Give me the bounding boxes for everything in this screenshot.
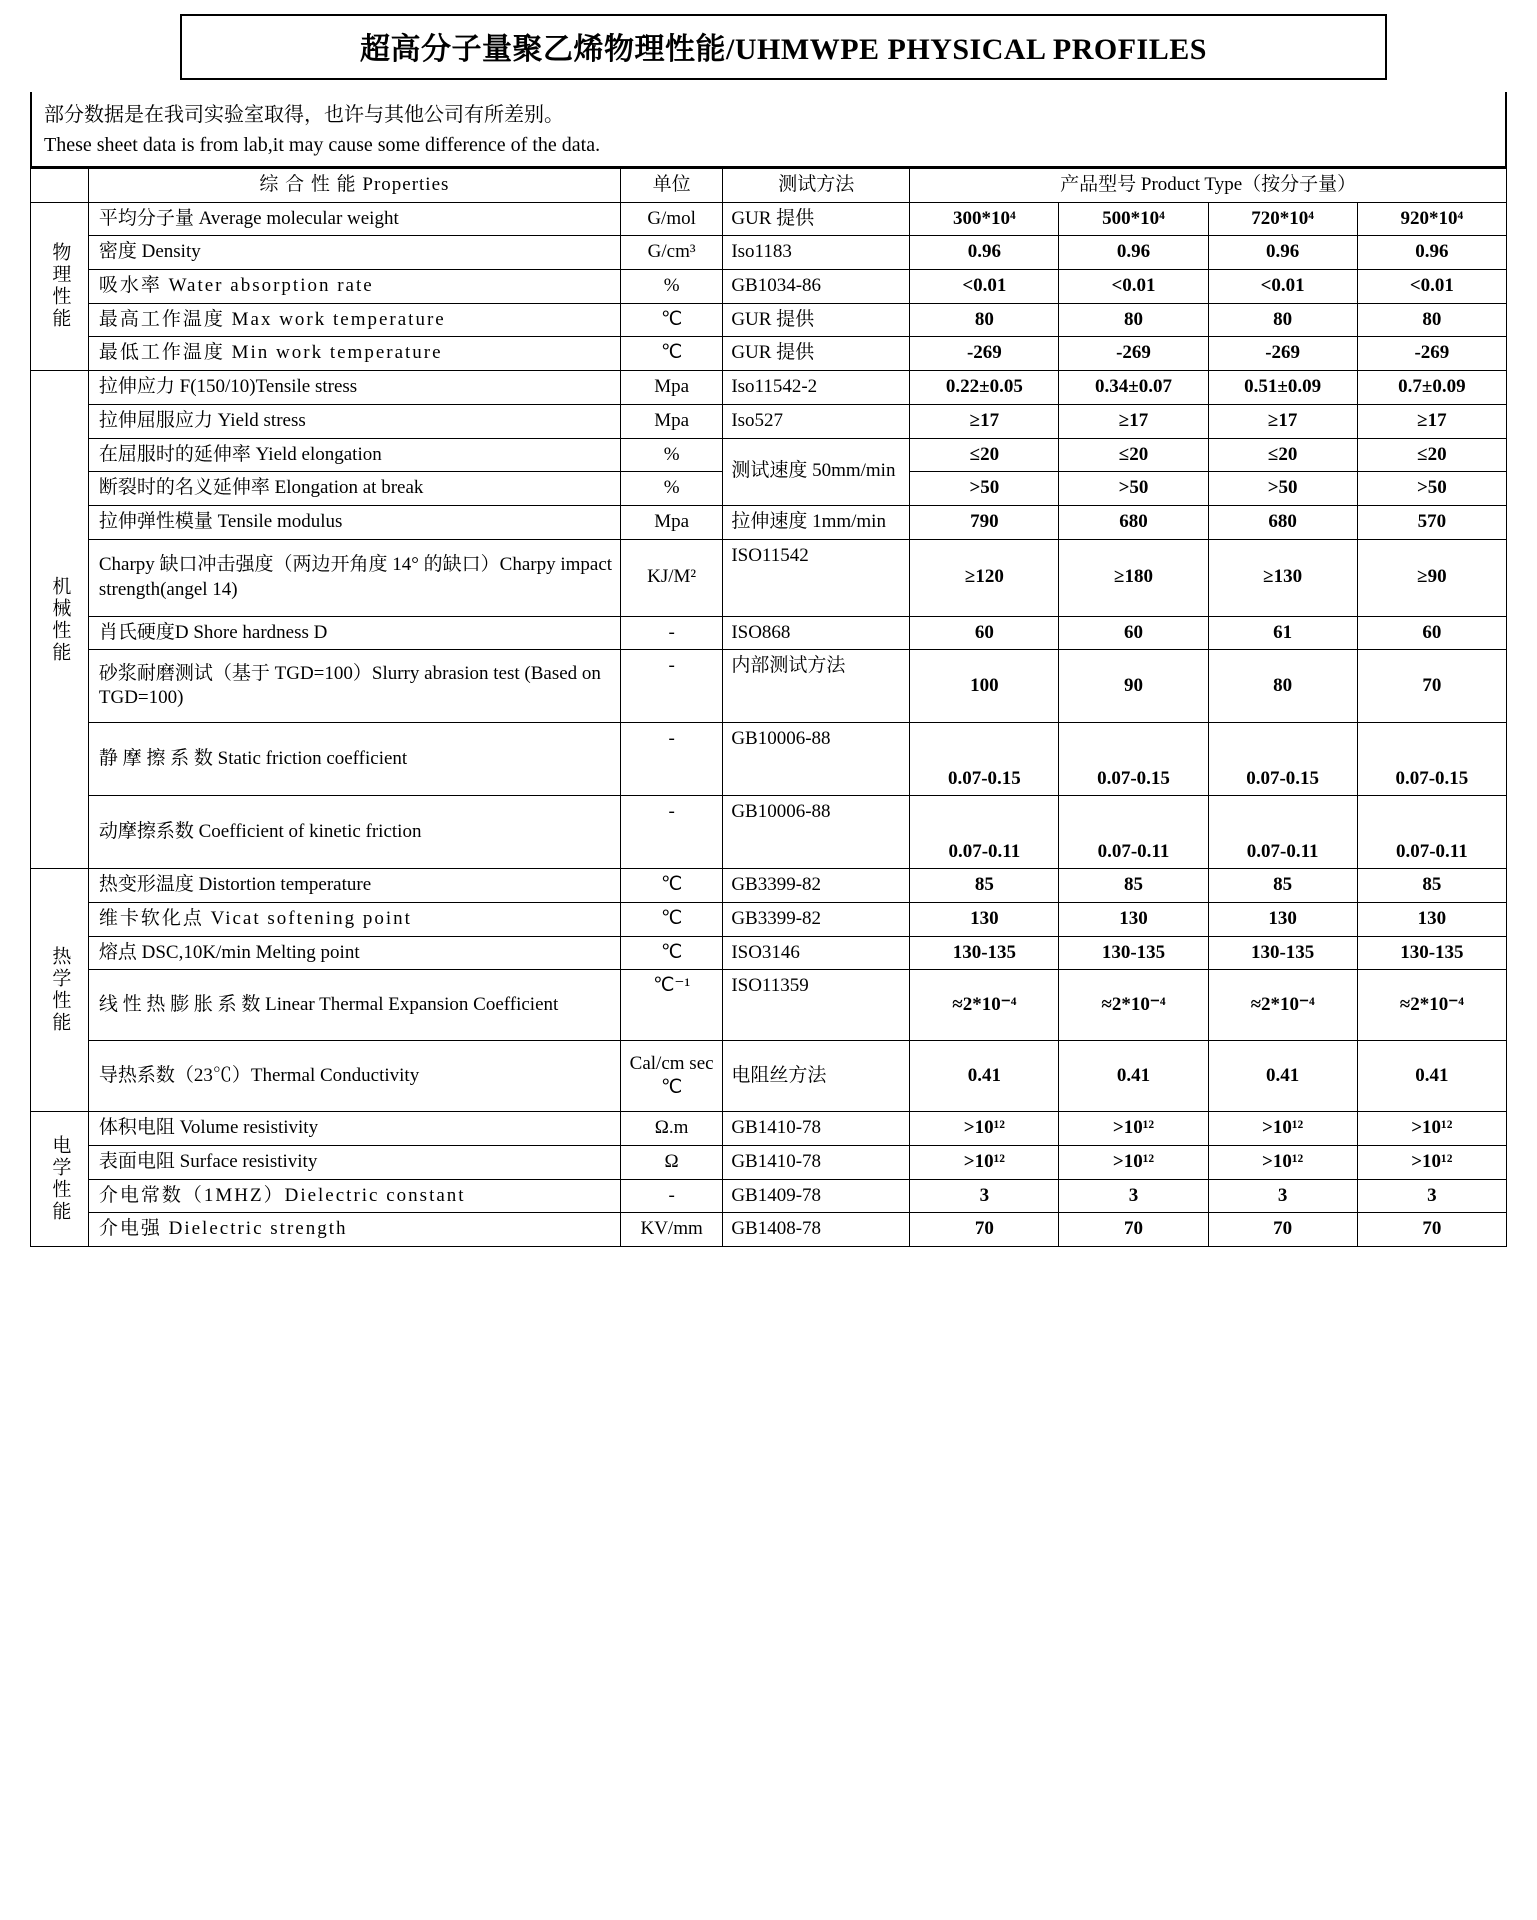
row-value: 70 — [1357, 650, 1506, 723]
table-row — [31, 202, 1507, 236]
row-value: 0.07-0.11 — [1357, 796, 1506, 869]
table-row — [31, 869, 1507, 903]
row-property: 肖氏硬度D Shore hardness D — [88, 616, 620, 650]
page-title: 超高分子量聚乙烯物理性能/UHMWPE PHYSICAL PROFILES — [360, 33, 1207, 66]
row-method: ISO868 — [723, 616, 910, 650]
row-value: 500*10⁴ — [1059, 202, 1208, 236]
row-value: ≥17 — [910, 404, 1059, 438]
row-property: 动摩擦系数 Coefficient of kinetic friction — [88, 796, 620, 869]
row-value: 0.96 — [1059, 236, 1208, 270]
header-unit: 单位 — [620, 169, 722, 203]
row-value: 130-135 — [1059, 936, 1208, 970]
row-value: 0.34±0.07 — [1059, 371, 1208, 405]
row-property: 介电常数（1MHZ）Dielectric constant — [88, 1179, 620, 1213]
row-value: >10¹² — [1059, 1146, 1208, 1180]
row-property: 密度 Density — [88, 236, 620, 270]
row-method: GB1410-78 — [723, 1146, 910, 1180]
row-value: >10¹² — [910, 1146, 1059, 1180]
row-unit: ℃ — [620, 337, 722, 371]
row-value: 70 — [1059, 1213, 1208, 1247]
row-method: GUR 提供 — [723, 303, 910, 337]
row-value: >10¹² — [910, 1112, 1059, 1146]
row-method: GB3399-82 — [723, 869, 910, 903]
table-row — [31, 303, 1507, 337]
row-value: 85 — [910, 869, 1059, 903]
row-value: 0.51±0.09 — [1208, 371, 1357, 405]
properties-table — [30, 168, 1507, 1247]
row-value: 0.96 — [1357, 236, 1506, 270]
row-value: >10¹² — [1208, 1146, 1357, 1180]
row-value: ≤20 — [1059, 438, 1208, 472]
row-value: >50 — [1208, 472, 1357, 506]
row-value: 60 — [1357, 616, 1506, 650]
row-value: ≥180 — [1059, 539, 1208, 616]
row-value: 130 — [1059, 902, 1208, 936]
row-method: ISO11542 — [723, 539, 910, 616]
row-value: ≈2*10⁻⁴ — [1059, 970, 1208, 1041]
row-unit: - — [620, 1179, 722, 1213]
row-value: 790 — [910, 505, 1059, 539]
row-unit: G/cm³ — [620, 236, 722, 270]
row-method: GB1409-78 — [723, 1179, 910, 1213]
table-row — [31, 270, 1507, 304]
row-property: Charpy 缺口冲击强度（两边开角度 14° 的缺口）Charpy impact strength(angel 14) — [88, 539, 620, 616]
row-unit: ℃ — [620, 936, 722, 970]
row-unit: % — [620, 270, 722, 304]
row-method: 测试速度 50mm/min — [723, 438, 910, 505]
table-row — [31, 505, 1507, 539]
row-unit: Ω.m — [620, 1112, 722, 1146]
row-unit: Mpa — [620, 505, 722, 539]
row-property: 拉伸应力 F(150/10)Tensile stress — [88, 371, 620, 405]
row-value: >50 — [1357, 472, 1506, 506]
note-line-cn: 部分数据是在我司实验室取得，也许与其他公司有所差别。 — [44, 104, 564, 126]
row-value: ≈2*10⁻⁴ — [910, 970, 1059, 1041]
row-value: -269 — [910, 337, 1059, 371]
row-value: <0.01 — [1208, 270, 1357, 304]
group-label-mechanical-text: 机械性能 — [49, 575, 71, 664]
row-method: Iso11542-2 — [723, 371, 910, 405]
row-property: 热变形温度 Distortion temperature — [88, 869, 620, 903]
row-method: GUR 提供 — [723, 337, 910, 371]
row-unit: - — [620, 723, 722, 796]
table-row — [31, 723, 1507, 796]
row-unit: % — [620, 472, 722, 506]
row-value: 3 — [1357, 1179, 1506, 1213]
row-value: 0.07-0.15 — [1357, 723, 1506, 796]
row-value: 0.07-0.11 — [1208, 796, 1357, 869]
row-property: 断裂时的名义延伸率 Elongation at break — [88, 472, 620, 506]
table-row — [31, 371, 1507, 405]
row-value: 70 — [1357, 1213, 1506, 1247]
row-value: 0.96 — [1208, 236, 1357, 270]
row-unit: Ω — [620, 1146, 722, 1180]
table-row — [31, 1112, 1507, 1146]
notes-box — [30, 92, 1507, 168]
header-method: 测试方法 — [723, 169, 910, 203]
table-header-row — [31, 169, 1507, 203]
row-property: 吸水率 Water absorption rate — [88, 270, 620, 304]
table-row — [31, 936, 1507, 970]
table-row — [31, 650, 1507, 723]
table-row — [31, 539, 1507, 616]
table-row — [31, 902, 1507, 936]
row-method: GB1034-86 — [723, 270, 910, 304]
row-value: ≥120 — [910, 539, 1059, 616]
row-method: GB1410-78 — [723, 1112, 910, 1146]
row-value: 0.07-0.15 — [1208, 723, 1357, 796]
row-property: 静 摩 擦 系 数 Static friction coefficient — [88, 723, 620, 796]
row-property: 体积电阻 Volume resistivity — [88, 1112, 620, 1146]
row-value: ≥17 — [1208, 404, 1357, 438]
row-property: 砂浆耐磨测试（基于 TGD=100）Slurry abrasion test (Based on TGD=100) — [88, 650, 620, 723]
group-label-physical-text: 物理性能 — [49, 242, 71, 331]
row-value: 570 — [1357, 505, 1506, 539]
row-method: GB1408-78 — [723, 1213, 910, 1247]
row-method: Iso1183 — [723, 236, 910, 270]
row-value: ≤20 — [1208, 438, 1357, 472]
group-label-thermal-text: 热学性能 — [49, 946, 71, 1035]
row-property: 在屈服时的延伸率 Yield elongation — [88, 438, 620, 472]
row-property: 熔点 DSC,10K/min Melting point — [88, 936, 620, 970]
row-value: 130 — [1208, 902, 1357, 936]
row-value: 300*10⁴ — [910, 202, 1059, 236]
row-method: GB10006-88 — [723, 723, 910, 796]
row-value: 680 — [1208, 505, 1357, 539]
row-unit: ℃ — [620, 303, 722, 337]
row-method: GB10006-88 — [723, 796, 910, 869]
row-value: ≤20 — [910, 438, 1059, 472]
header-group-blank — [31, 169, 89, 203]
row-property: 平均分子量 Average molecular weight — [88, 202, 620, 236]
row-value: <0.01 — [1059, 270, 1208, 304]
table-row — [31, 616, 1507, 650]
table-row — [31, 796, 1507, 869]
row-method: ISO11359 — [723, 970, 910, 1041]
row-value: 61 — [1208, 616, 1357, 650]
row-method: Iso527 — [723, 404, 910, 438]
note-line-en: These sheet data is from lab,it may cause some difference of the data. — [44, 134, 601, 156]
row-unit: ℃ — [620, 869, 722, 903]
row-property: 拉伸弹性模量 Tensile modulus — [88, 505, 620, 539]
table-body — [31, 202, 1507, 1246]
row-unit: % — [620, 438, 722, 472]
row-value: <0.01 — [910, 270, 1059, 304]
row-value: 60 — [1059, 616, 1208, 650]
row-unit: G/mol — [620, 202, 722, 236]
row-value: 720*10⁴ — [1208, 202, 1357, 236]
table-row — [31, 1213, 1507, 1247]
row-value: 0.41 — [910, 1041, 1059, 1112]
row-value: -269 — [1208, 337, 1357, 371]
table-row — [31, 1041, 1507, 1112]
header-properties: 综 合 性 能 Properties — [88, 169, 620, 203]
row-value: 130-135 — [1208, 936, 1357, 970]
table-row — [31, 404, 1507, 438]
row-unit: Cal/cm sec ℃ — [620, 1041, 722, 1112]
row-property: 最低工作温度 Min work temperature — [88, 337, 620, 371]
row-value: ≥17 — [1059, 404, 1208, 438]
row-unit: Mpa — [620, 404, 722, 438]
row-value: ≥130 — [1208, 539, 1357, 616]
table-row — [31, 1146, 1507, 1180]
header-product-type: 产品型号 Product Type（按分子量） — [910, 169, 1507, 203]
row-method: GB3399-82 — [723, 902, 910, 936]
row-value: >10¹² — [1208, 1112, 1357, 1146]
row-value: -269 — [1059, 337, 1208, 371]
table-row — [31, 438, 1507, 472]
row-value: 130 — [910, 902, 1059, 936]
row-value: <0.01 — [1357, 270, 1506, 304]
row-method: 拉伸速度 1mm/min — [723, 505, 910, 539]
group-label-physical — [31, 202, 89, 370]
row-value: 920*10⁴ — [1357, 202, 1506, 236]
row-value: 0.96 — [910, 236, 1059, 270]
row-value: 80 — [1208, 303, 1357, 337]
table-row — [31, 970, 1507, 1041]
row-value: 70 — [910, 1213, 1059, 1247]
row-value: 85 — [1357, 869, 1506, 903]
row-value: >10¹² — [1357, 1146, 1506, 1180]
row-value: 680 — [1059, 505, 1208, 539]
row-unit: KV/mm — [620, 1213, 722, 1247]
row-value: 100 — [910, 650, 1059, 723]
row-value: 70 — [1208, 1213, 1357, 1247]
row-value: 130 — [1357, 902, 1506, 936]
row-unit: KJ/M² — [620, 539, 722, 616]
row-unit: - — [620, 616, 722, 650]
row-value: ≈2*10⁻⁴ — [1208, 970, 1357, 1041]
row-property: 最高工作温度 Max work temperature — [88, 303, 620, 337]
row-unit: Mpa — [620, 371, 722, 405]
group-label-thermal — [31, 869, 89, 1112]
row-value: 130-135 — [1357, 936, 1506, 970]
row-value: 130-135 — [910, 936, 1059, 970]
row-value: -269 — [1357, 337, 1506, 371]
row-value: ≈2*10⁻⁴ — [1357, 970, 1506, 1041]
row-method: 电阻丝方法 — [723, 1041, 910, 1112]
group-label-electrical — [31, 1112, 89, 1247]
row-value: 0.07-0.11 — [910, 796, 1059, 869]
row-value: 80 — [1208, 650, 1357, 723]
row-value: 0.07-0.15 — [910, 723, 1059, 796]
row-value: 3 — [1208, 1179, 1357, 1213]
row-property: 导热系数（23℃）Thermal Conductivity — [88, 1041, 620, 1112]
row-value: >50 — [910, 472, 1059, 506]
row-unit: ℃⁻¹ — [620, 970, 722, 1041]
row-unit: - — [620, 796, 722, 869]
row-method: 内部测试方法 — [723, 650, 910, 723]
row-method: ISO3146 — [723, 936, 910, 970]
table-row — [31, 1179, 1507, 1213]
row-value: 3 — [1059, 1179, 1208, 1213]
row-value: 3 — [910, 1179, 1059, 1213]
row-value: 0.41 — [1357, 1041, 1506, 1112]
row-value: >10¹² — [1059, 1112, 1208, 1146]
row-value: 0.7±0.09 — [1357, 371, 1506, 405]
row-value: 80 — [910, 303, 1059, 337]
row-value: 0.07-0.15 — [1059, 723, 1208, 796]
row-value: ≤20 — [1357, 438, 1506, 472]
row-property: 表面电阻 Surface resistivity — [88, 1146, 620, 1180]
row-value: >10¹² — [1357, 1112, 1506, 1146]
row-value: 60 — [910, 616, 1059, 650]
row-value: 80 — [1059, 303, 1208, 337]
row-value: 90 — [1059, 650, 1208, 723]
row-value: 0.41 — [1059, 1041, 1208, 1112]
row-value: >50 — [1059, 472, 1208, 506]
table-row — [31, 337, 1507, 371]
row-unit: - — [620, 650, 722, 723]
row-property: 介电强 Dielectric strength — [88, 1213, 620, 1247]
row-property: 维卡软化点 Vicat softening point — [88, 902, 620, 936]
row-value: 85 — [1059, 869, 1208, 903]
row-value: 0.22±0.05 — [910, 371, 1059, 405]
row-unit: ℃ — [620, 902, 722, 936]
row-property: 线 性 热 膨 胀 系 数 Linear Thermal Expansion Coefficient — [88, 970, 620, 1041]
row-property: 拉伸屈服应力 Yield stress — [88, 404, 620, 438]
row-value: 0.07-0.11 — [1059, 796, 1208, 869]
row-value: ≥90 — [1357, 539, 1506, 616]
row-value: 85 — [1208, 869, 1357, 903]
row-value: 0.41 — [1208, 1041, 1357, 1112]
group-label-mechanical — [31, 371, 89, 869]
row-value: 80 — [1357, 303, 1506, 337]
title-box — [180, 14, 1387, 80]
table-row — [31, 236, 1507, 270]
row-value: ≥17 — [1357, 404, 1506, 438]
row-method: GUR 提供 — [723, 202, 910, 236]
group-label-electrical-text: 电学性能 — [49, 1135, 71, 1224]
